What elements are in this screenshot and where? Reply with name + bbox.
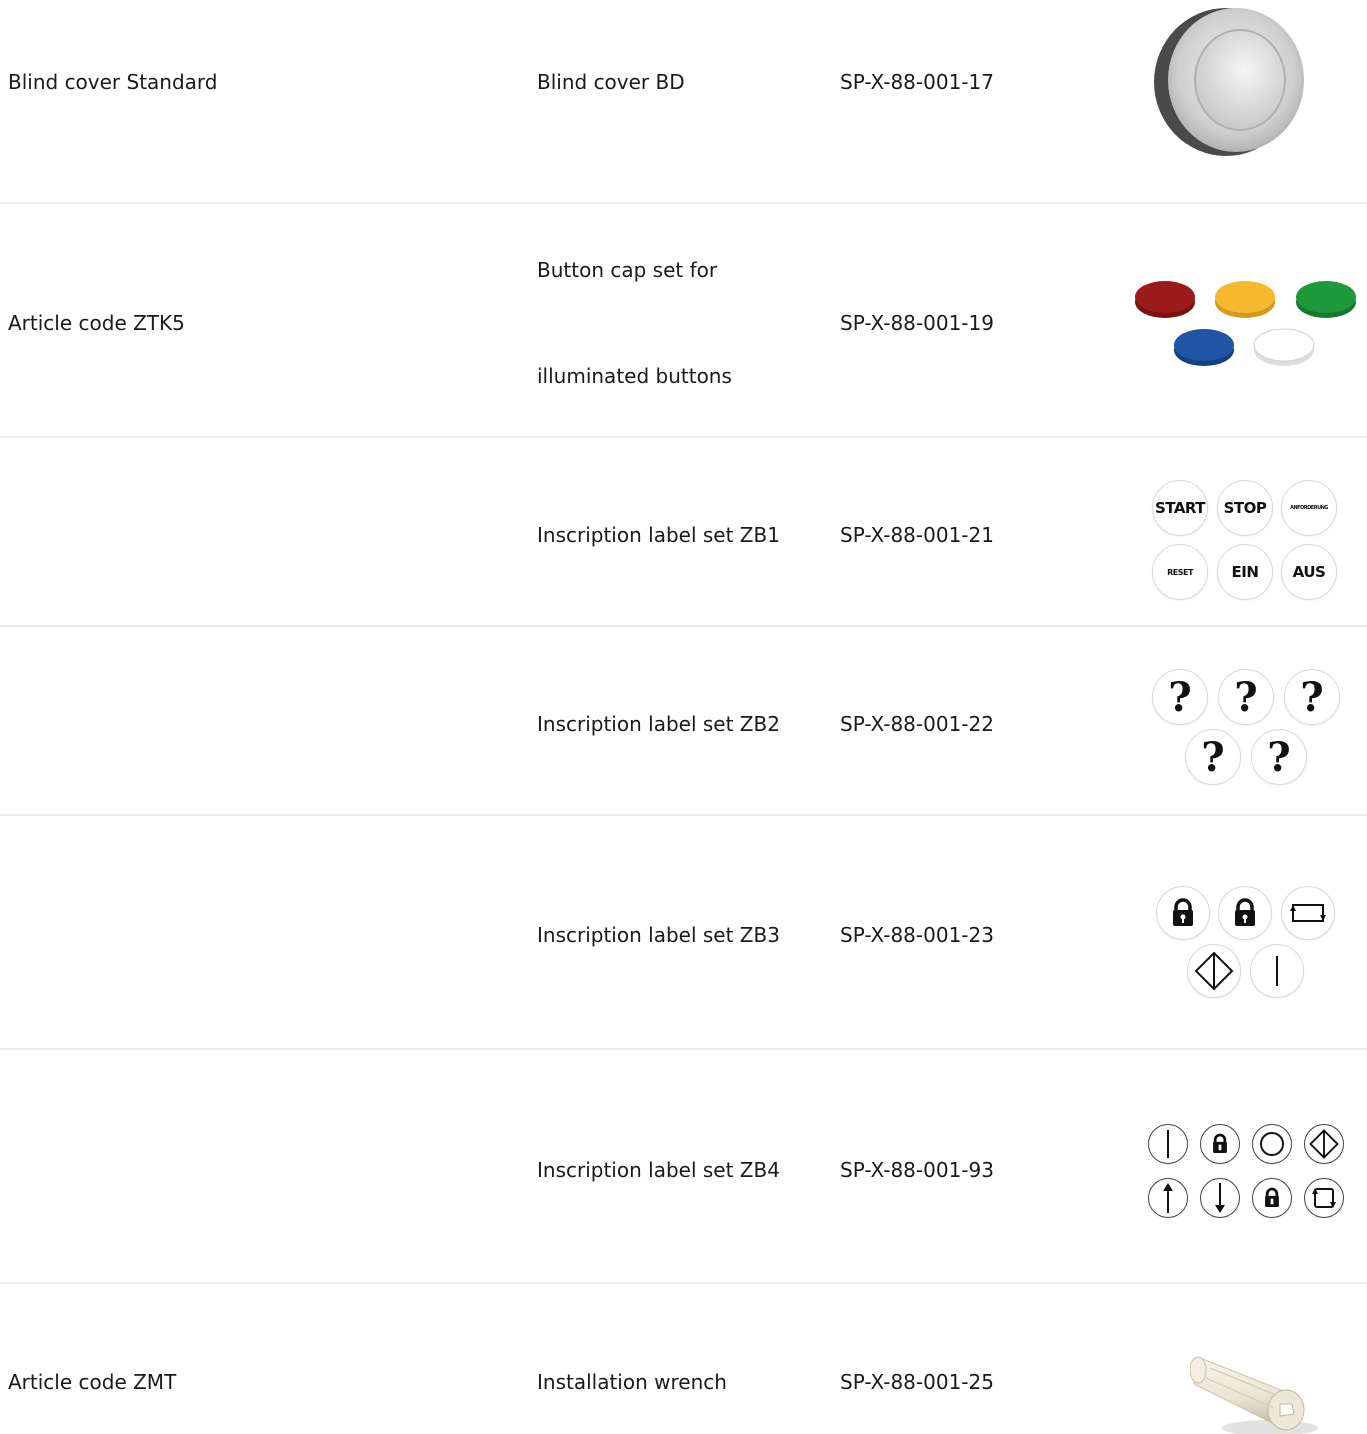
label-set-zb3-image (1150, 884, 1340, 999)
question-mark-icon: ? (1284, 669, 1340, 725)
table-row (0, 438, 1367, 627)
question-mark-icon: ? (1152, 669, 1208, 725)
vertical-line-icon (1250, 944, 1304, 998)
arrow-down-icon (1200, 1178, 1240, 1218)
vertical-line-icon (1148, 1124, 1188, 1164)
table-row (0, 0, 1367, 204)
question-mark-icon: ? (1185, 729, 1241, 785)
label-set-zb1-image (1150, 478, 1340, 600)
row-col1: Blind cover Standard (8, 70, 218, 94)
row-code: SP-X-88-001-25 (840, 1370, 994, 1394)
table-row (0, 1284, 1367, 1434)
row-col1: Article code ZTK5 (8, 311, 185, 335)
lock-icon (1252, 1178, 1292, 1218)
label-ein: EIN (1217, 544, 1273, 600)
table-row (0, 204, 1367, 438)
row-code: SP-X-88-001-23 (840, 923, 994, 947)
row-col1: Article code ZMT (8, 1370, 177, 1394)
question-mark-icon: ? (1251, 729, 1307, 785)
button-cap-set-image (1130, 274, 1362, 374)
label-stop: STOP (1217, 480, 1273, 536)
table-row (0, 627, 1367, 816)
table-row (0, 1050, 1367, 1284)
row-description: Inscription label set ZB2 (537, 712, 780, 736)
lock-icon (1200, 1124, 1240, 1164)
label-reset: RESET (1152, 544, 1208, 600)
circle-icon (1252, 1124, 1292, 1164)
diamond-icon (1187, 944, 1241, 998)
installation-wrench-image (1190, 1348, 1320, 1434)
cycle-icon (1304, 1178, 1344, 1218)
label-aus: AUS (1281, 544, 1337, 600)
row-description-line1: Button cap set for (537, 258, 718, 282)
arrow-up-icon (1148, 1178, 1188, 1218)
row-code: SP-X-88-001-17 (840, 70, 994, 94)
table-row (0, 816, 1367, 1050)
row-description: Installation wrench (537, 1370, 727, 1394)
blind-cover-image (1150, 5, 1310, 160)
lock-icon (1218, 886, 1272, 940)
label-set-zb4-image (1145, 1122, 1345, 1222)
label-set-zb2-image (1150, 667, 1342, 787)
row-code: SP-X-88-001-22 (840, 712, 994, 736)
row-code: SP-X-88-001-93 (840, 1158, 994, 1182)
row-code: SP-X-88-001-21 (840, 523, 994, 547)
diamond-icon (1304, 1124, 1344, 1164)
row-description: Inscription label set ZB1 (537, 523, 780, 547)
row-code: SP-X-88-001-19 (840, 311, 994, 335)
row-description: Blind cover BD (537, 70, 685, 94)
label-anforderung: ANFORDERUNG (1281, 480, 1337, 536)
row-description: Inscription label set ZB4 (537, 1158, 780, 1182)
question-mark-icon: ? (1218, 669, 1274, 725)
cycle-icon (1281, 886, 1335, 940)
label-start: START (1152, 480, 1208, 536)
row-description: Inscription label set ZB3 (537, 923, 780, 947)
lock-icon (1156, 886, 1210, 940)
row-description-line2: illuminated buttons (537, 364, 732, 388)
